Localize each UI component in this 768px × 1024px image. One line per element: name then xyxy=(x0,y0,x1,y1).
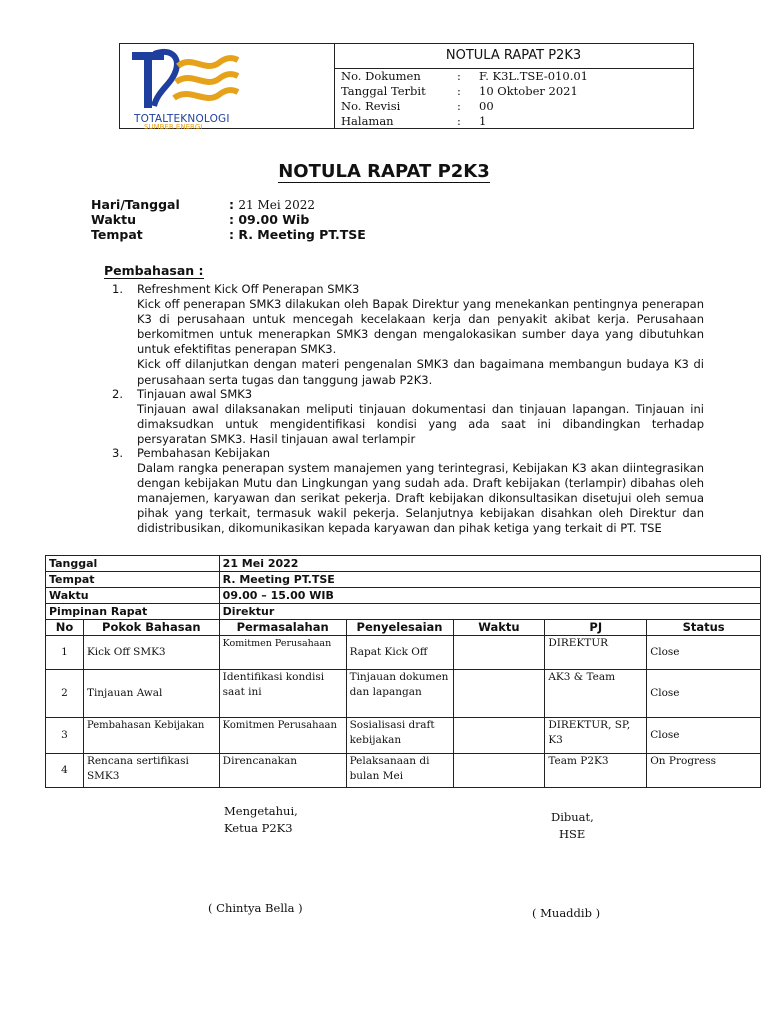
list-item xyxy=(112,387,704,447)
meeting-table xyxy=(45,555,761,788)
info-value: : R. Meeting PT.TSE xyxy=(229,227,366,242)
cell-selesai: Tinjauan dokumen dan lapangan xyxy=(346,670,453,718)
signature-caption: Mengetahui, xyxy=(224,804,298,818)
info-label: Tempat xyxy=(91,227,143,242)
item-title: Tinjauan awal SMK3 xyxy=(137,387,253,401)
cell-no: 4 xyxy=(46,754,84,788)
info-row-label: Tempat xyxy=(46,572,220,588)
cell-status: Close xyxy=(647,718,761,754)
cell-masalah: Direncanakan xyxy=(219,754,346,788)
meta-value: F. K3L.TSE-010.01 xyxy=(479,69,588,83)
logo-subtext: SUMBER ENERGI xyxy=(144,124,203,129)
info-row xyxy=(46,588,761,604)
info-row-label: Waktu xyxy=(46,588,220,604)
info-row xyxy=(46,556,761,572)
signature-right xyxy=(551,809,594,843)
info-row-label: Tanggal xyxy=(46,556,220,572)
item-number: 2. xyxy=(112,387,123,401)
cell-waktu xyxy=(453,636,545,670)
cell-status: Close xyxy=(647,636,761,670)
cell-selesai: Rapat Kick Off xyxy=(346,636,453,670)
cell-pj: Team P2K3 xyxy=(545,754,647,788)
cell-pokok: Tinjauan Awal xyxy=(83,670,219,718)
item-paragraph: Kick off dilanjutkan dengan materi pengenalan SMK3 dan bagaimana membangun budaya K3 di perusahaan serta tugas dan tanggung jawab P2K3. xyxy=(137,357,704,387)
cell-selesai: Sosialisasi draft kebijakan xyxy=(346,718,453,754)
item-number: 3. xyxy=(112,446,123,460)
info-value: : 09.00 Wib xyxy=(229,212,310,227)
meta-row xyxy=(341,69,588,84)
item-paragraph: Kick off penerapan SMK3 dilakukan oleh Bapak Direktur yang menekankan pentingnya penerapan K3 di perusahaan untuk mencegah kecelakaan kerja dan penyakit akibat kerja. Perusahaan berkomitmen untuk menerapkan SMK3 dengan mengalokasikan sumber daya yang dibutuhkan untuk efektifitas penerapan SMK3. xyxy=(137,297,704,357)
info-tempat xyxy=(91,227,366,242)
cell-waktu xyxy=(453,754,545,788)
info-row-value: R. Meeting PT.TSE xyxy=(219,572,760,588)
cell-masalah: Komitmen Perusahaan xyxy=(219,718,346,754)
header-title: NOTULA RAPAT P2K3 xyxy=(334,44,693,69)
table-row xyxy=(46,636,761,670)
info-colon: : xyxy=(229,197,234,212)
item-title: Pembahasan Kebijakan xyxy=(137,446,271,460)
col-header: Waktu xyxy=(453,620,545,636)
meta-row xyxy=(341,84,588,99)
col-header: Pokok Bahasan xyxy=(83,620,219,636)
meta-sep: : xyxy=(457,69,461,83)
list-item xyxy=(112,446,704,537)
cell-waktu xyxy=(453,718,545,754)
info-row-value: 09.00 – 15.00 WIB xyxy=(219,588,760,604)
meta-sep: : xyxy=(457,84,461,98)
table-row xyxy=(46,754,761,788)
meta-key: Tanggal Terbit xyxy=(341,84,426,98)
item-paragraph: Dalam rangka penerapan system manajemen yang terintegrasi, Kebijakan K3 akan diintegrasikan dengan kebijakan Mutu dan Lingkungan yang sudah ada. Draft kebijakan (terlampir) dibahas oleh manajemen, karyawan dan serikat pekerja. Draft kebijakan dikonsultasikan disetujui oleh semua pihak yang terkait, termasuk wakil pekerja. Selanjutnya kebijakan disahkan oleh Direktur dan didistribusikan, dikomunikasikan kepada karyawan dan pihak ketiga yang terkait di PT. TSE xyxy=(137,461,704,536)
cell-masalah: Identifikasi kondisi saat ini xyxy=(219,670,346,718)
info-row xyxy=(46,604,761,620)
list-item xyxy=(112,282,704,388)
meta-key: No. Dokumen xyxy=(341,69,421,83)
meta-value: 00 xyxy=(479,99,494,113)
info-row xyxy=(46,572,761,588)
info-row-value: 21 Mei 2022 xyxy=(219,556,760,572)
meta-row xyxy=(341,114,588,129)
item-paragraph: Tinjauan awal dilaksanakan meliputi tinjauan dokumentasi dan tinjauan lapangan. Tinjauan ini dimaksudkan untuk mengidentifikasi kondisi yang ada saat ini dibandingkan terhadap persyaratan SMK3. Hasil tinjauan awal terlampir xyxy=(137,402,704,447)
info-value: 21 Mei 2022 xyxy=(238,198,316,212)
cell-pj: DIREKTUR, SP, K3 xyxy=(545,718,647,754)
col-header: Penyelesaian xyxy=(346,620,453,636)
signature-role: HSE xyxy=(559,827,586,841)
info-label: Hari/Tanggal xyxy=(91,197,180,212)
cell-no: 1 xyxy=(46,636,84,670)
cell-selesai: Pelaksanaan di bulan Mei xyxy=(346,754,453,788)
meta-sep: : xyxy=(457,99,461,113)
document-meta xyxy=(341,69,588,129)
info-row-label: Pimpinan Rapat xyxy=(46,604,220,620)
document-header xyxy=(119,43,694,129)
cell-masalah: Komitmen Perusahaan xyxy=(219,636,346,670)
cell-status: On Progress xyxy=(647,754,761,788)
logo-text: TOTALTEKNOLOGI xyxy=(134,113,230,125)
cell-pokok: Pembahasan Kebijakan xyxy=(83,718,219,754)
meta-key: Halaman xyxy=(341,114,394,128)
table-header-row xyxy=(46,620,761,636)
cell-pokok: Rencana sertifikasi SMK3 xyxy=(83,754,219,788)
meta-row xyxy=(341,99,588,114)
signature-role: Ketua P2K3 xyxy=(224,821,293,835)
page-title: NOTULA RAPAT P2K3 xyxy=(278,161,490,182)
meta-value: 10 Oktober 2021 xyxy=(479,84,578,98)
col-header: Permasalahan xyxy=(219,620,346,636)
section-heading: Pembahasan : xyxy=(104,263,204,278)
cell-pj: DIREKTUR xyxy=(545,636,647,670)
info-waktu xyxy=(91,212,309,227)
item-number: 1. xyxy=(112,282,123,296)
meta-sep: : xyxy=(457,114,461,128)
signature-caption: Dibuat, xyxy=(551,810,594,824)
info-label: Waktu xyxy=(91,212,136,227)
cell-pokok: Kick Off SMK3 xyxy=(83,636,219,670)
company-logo xyxy=(120,44,335,128)
signature-name-left: ( Chintya Bella ) xyxy=(208,901,303,915)
signature-left xyxy=(224,803,298,837)
info-hari xyxy=(91,197,315,212)
meta-key: No. Revisi xyxy=(341,99,401,113)
table-row xyxy=(46,670,761,718)
col-header: No xyxy=(46,620,84,636)
meta-value: 1 xyxy=(479,114,487,128)
col-header: PJ xyxy=(545,620,647,636)
cell-no: 2 xyxy=(46,670,84,718)
cell-no: 3 xyxy=(46,718,84,754)
cell-pj: AK3 & Team xyxy=(545,670,647,718)
cell-waktu xyxy=(453,670,545,718)
cell-status: Close xyxy=(647,670,761,718)
item-title: Refreshment Kick Off Penerapan SMK3 xyxy=(137,282,360,296)
signature-name-right: ( Muaddib ) xyxy=(532,906,601,920)
col-header: Status xyxy=(647,620,761,636)
info-row-value: Direktur xyxy=(219,604,760,620)
table-row xyxy=(46,718,761,754)
